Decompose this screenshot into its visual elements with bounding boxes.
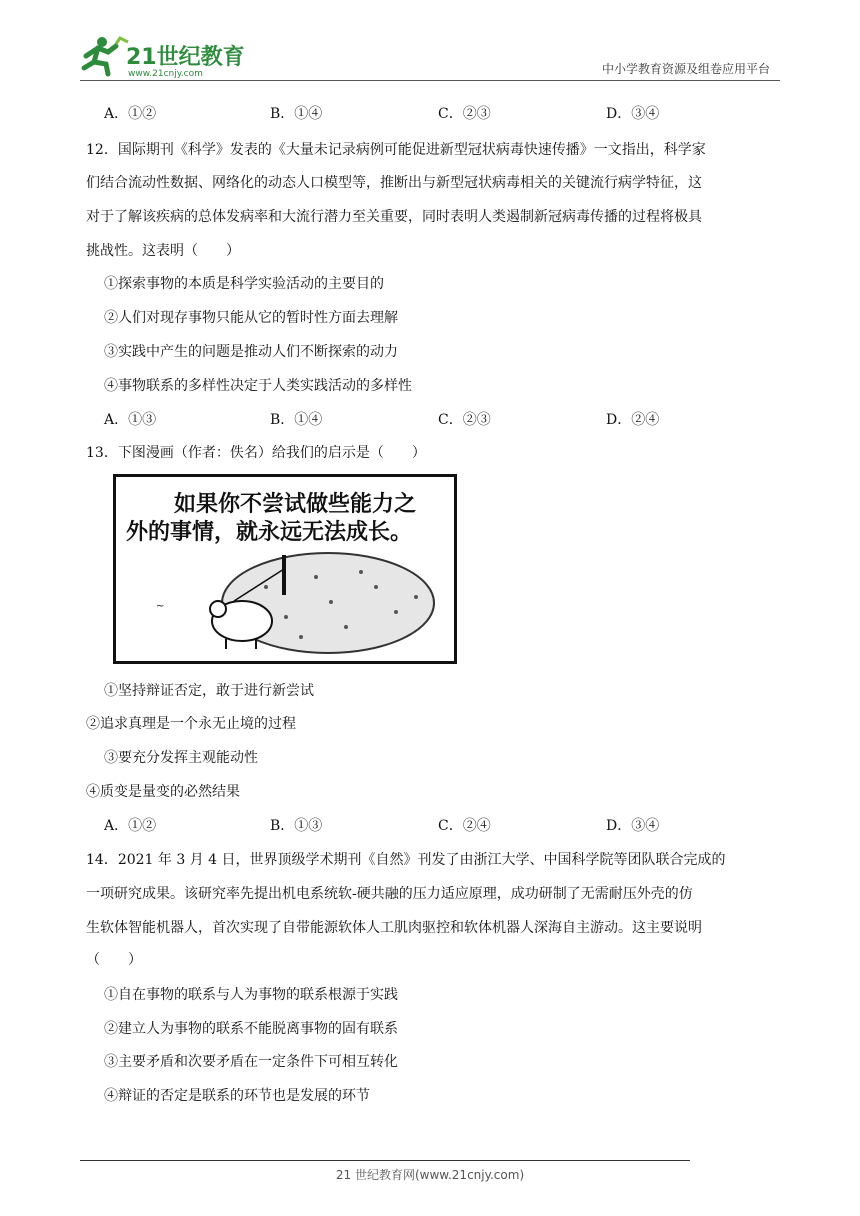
q12-stem-line: 挑战性。这表明（ ）: [86, 243, 240, 259]
option-d: D．③④: [606, 106, 660, 122]
q12-item: ④事物联系的多样性决定于人类实践活动的多样性: [104, 378, 412, 394]
platform-tagline: 中小学教育资源及组卷应用平台: [601, 62, 770, 76]
q13-item: ④质变是量变的必然结果: [86, 784, 240, 800]
option-c: C．②③: [438, 412, 491, 428]
q14-item: ③主要矛盾和次要矛盾在一定条件下可相互转化: [104, 1054, 398, 1070]
logo-subtext: www.21cnjy.com: [128, 69, 203, 79]
q12-item: ③实践中产生的问题是推动人们不断探索的动力: [104, 344, 398, 360]
q12-stem-line: 12．国际期刊《科学》发表的《大量未记录病例可能促进新型冠状病毒快速传播》一文指出，科学家: [86, 142, 706, 158]
cartoon-caption-line2: 外的事情，就永远无法成长。: [126, 520, 413, 545]
q12-item: ①探索事物的本质是科学实验活动的主要目的: [104, 276, 384, 292]
q14-stem-line: 生软体智能机器人，首次实现了自带能源软体人工肌肉驱控和软体机器人深海自主游动。这主要说明: [86, 920, 702, 936]
option-b: B．①④: [270, 106, 323, 122]
q13-stem: 13．下图漫画（作者：佚名）给我们的启示是（ ）: [86, 445, 426, 461]
footer-divider: [80, 1160, 690, 1161]
q13-item: ②追求真理是一个永无止境的过程: [86, 716, 296, 732]
cartoon-caption-line1: 如果你不尝试做些能力之: [174, 492, 417, 517]
option-a: A．①③: [104, 412, 157, 428]
option-a: A．①②: [104, 106, 157, 122]
option-a: A．①②: [104, 818, 157, 834]
cartoon-drawing: [116, 477, 454, 661]
option-b: B．①④: [270, 412, 323, 428]
q13-item: ③要充分发挥主观能动性: [104, 750, 258, 766]
option-c: C．②③: [438, 106, 491, 122]
q14-stem-line: 一项研究成果。该研究率先提出机电系统软-硬共融的压力适应原理，成功研制了无需耐压外壳的仿: [86, 886, 693, 902]
option-b: B．①③: [270, 818, 323, 834]
q14-item: ①自在事物的联系与人为事物的联系根源于实践: [104, 987, 398, 1003]
q12-stem-line: 们结合流动性数据、网络化的动态人口模型等，推断出与新型冠状病毒相关的关键流行病学特征，这: [86, 175, 702, 191]
q14-item: ②建立人为事物的联系不能脱离事物的固有联系: [104, 1021, 398, 1037]
footer-link[interactable]: 21 世纪教育网(www.21cnjy.com): [335, 1168, 525, 1182]
option-c: C．②④: [438, 818, 491, 834]
runner-icon: [84, 37, 128, 74]
q12-stem-line: 对于了解该疾病的总体发病率和大流行潜力至关重要，同时表明人类遏制新冠病毒传播的过程将极具: [86, 209, 702, 225]
cartoon-image: [113, 474, 457, 664]
site-logo: [80, 34, 250, 80]
q13-item: ①坚持辩证否定，敢于进行新尝试: [104, 683, 314, 699]
option-d: D．③④: [606, 818, 660, 834]
option-d: D．②④: [606, 412, 660, 428]
svg-text:~: ~: [156, 601, 165, 612]
q14-stem-line: （ ）: [86, 952, 142, 968]
logo-text: 21世纪教育: [126, 45, 245, 70]
q12-item: ②人们对现存事物只能从它的暂时性方面去理解: [104, 310, 398, 326]
header-divider: [80, 80, 780, 81]
q14-item: ④辩证的否定是联系的环节也是发展的环节: [104, 1088, 370, 1104]
q14-stem-line: 14．2021 年 3 月 4 日，世界顶级学术期刊《自然》刊发了由浙江大学、中国科学院等团队联合完成的: [86, 852, 726, 868]
